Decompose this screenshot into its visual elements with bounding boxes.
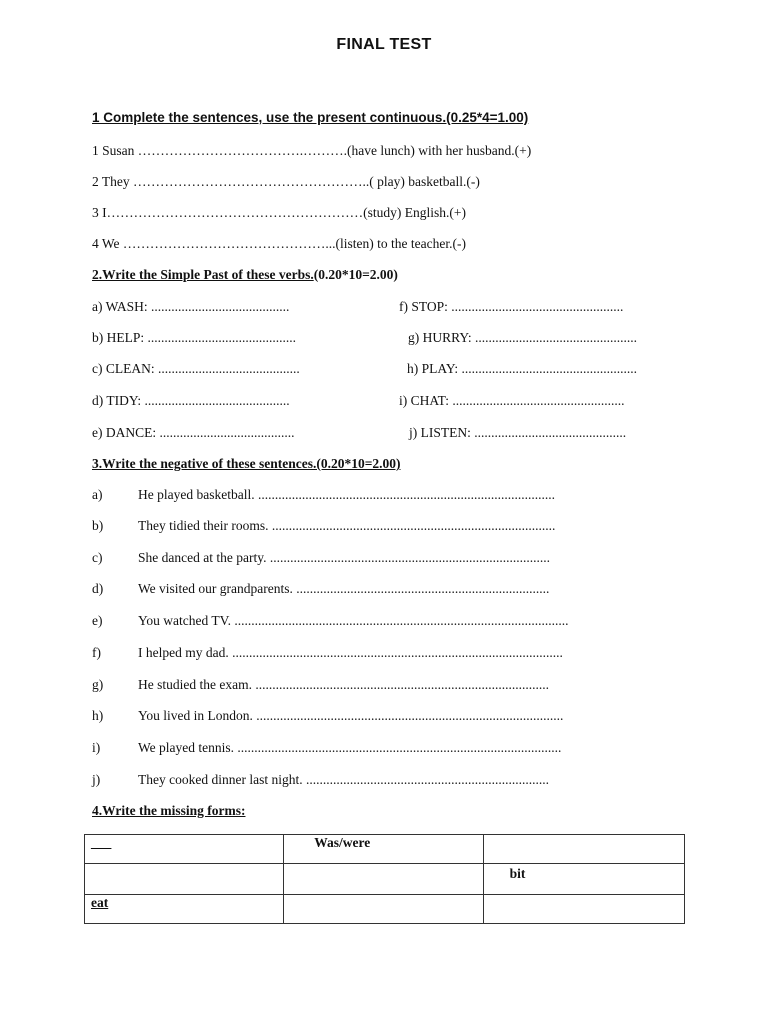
verb-item: h) PLAY: ....................................................: [407, 361, 638, 376]
item-letter: j): [92, 772, 101, 787]
negative-item: We visited our grandparents. ...........................................................................: [138, 581, 550, 596]
verb-item: c) CLEAN: ..........................................: [92, 361, 300, 376]
negative-item: They cooked dinner last night. ........................................................................: [138, 772, 549, 787]
verb-item: j) LISTEN: .............................................: [409, 425, 627, 440]
section3-heading: [92, 456, 401, 472]
table-cell[interactable]: [483, 835, 684, 864]
table-row: [85, 895, 685, 924]
table-cell[interactable]: [284, 835, 483, 864]
section1-item: 3 I…………………………………………………(study) English.(+): [92, 205, 466, 220]
section1-item: 1 Susan ……………………………….……….(have lunch) with her husband.(+): [92, 143, 532, 158]
negative-item: We played tennis. ................................................................................................: [138, 740, 562, 755]
section4-heading: [92, 803, 245, 819]
verb-item: i) CHAT: ...................................................: [399, 393, 625, 408]
negative-item: He studied the exam. .......................................................................................: [138, 677, 549, 692]
table-cell[interactable]: [483, 864, 684, 895]
item-letter: d): [92, 581, 104, 596]
negative-item: I helped my dad. ..................................................................................................: [138, 645, 563, 660]
negative-item: They tidied their rooms. ....................................................................................: [138, 518, 556, 533]
item-letter: b): [92, 518, 104, 533]
verb-item: e) DANCE: ........................................: [92, 425, 295, 440]
section2-heading-title: 2.Write the Simple Past of these verbs.: [92, 267, 314, 282]
verb-item: f) STOP: ...................................................: [399, 299, 624, 314]
verb-item: g) HURRY: ................................................: [408, 330, 638, 345]
table-cell[interactable]: [284, 895, 483, 924]
table-cell[interactable]: [284, 864, 483, 895]
item-letter: h): [92, 708, 104, 723]
table-row: [85, 835, 685, 864]
table-cell[interactable]: [85, 895, 284, 924]
item-letter: e): [92, 613, 103, 628]
negative-item: You watched TV. ...................................................................................................: [138, 613, 569, 628]
verb-item: d) TIDY: ...........................................: [92, 393, 290, 408]
cell-text: bit: [509, 866, 526, 881]
item-letter: f): [92, 645, 101, 660]
cell-text: eat: [91, 895, 109, 910]
section4-heading-text: 4.Write the missing forms:: [92, 803, 246, 818]
section2-heading: [92, 267, 398, 283]
section1-item: 2 They ……………………………………………..( play) basketball.(-): [92, 174, 480, 189]
section2-heading-points: (0.20*10=2.00): [313, 267, 398, 282]
item-letter: c): [92, 550, 103, 565]
verb-item: b) HELP: ............................................: [92, 330, 296, 345]
table-cell[interactable]: [483, 895, 684, 924]
cell-text: Was/were: [314, 835, 371, 850]
page-title: FINAL TEST: [336, 36, 432, 53]
missing-forms-table: [84, 834, 685, 924]
cell-text: ___: [91, 835, 112, 850]
item-letter: a): [92, 487, 103, 502]
item-letter: g): [92, 677, 104, 692]
table-cell[interactable]: [85, 835, 284, 864]
negative-item: He played basketball. ........................................................................................: [138, 487, 555, 502]
table-cell[interactable]: [85, 864, 284, 895]
section1-item: 4 We ………………………………………...(listen) to the teacher.(-): [92, 236, 466, 251]
negative-item: You lived in London. ...........................................................................................: [138, 708, 564, 723]
section3-heading-text: 3.Write the negative of these sentences.(0.20*10=2.00): [92, 456, 401, 471]
negative-item: She danced at the party. ...................................................................................: [138, 550, 550, 565]
verb-item: a) WASH: .........................................: [92, 299, 290, 314]
section1-heading: 1 Complete the sentences, use the present continuous.(0.25*4=1.00): [92, 110, 529, 125]
table-row: [85, 864, 685, 895]
item-letter: i): [92, 740, 101, 755]
